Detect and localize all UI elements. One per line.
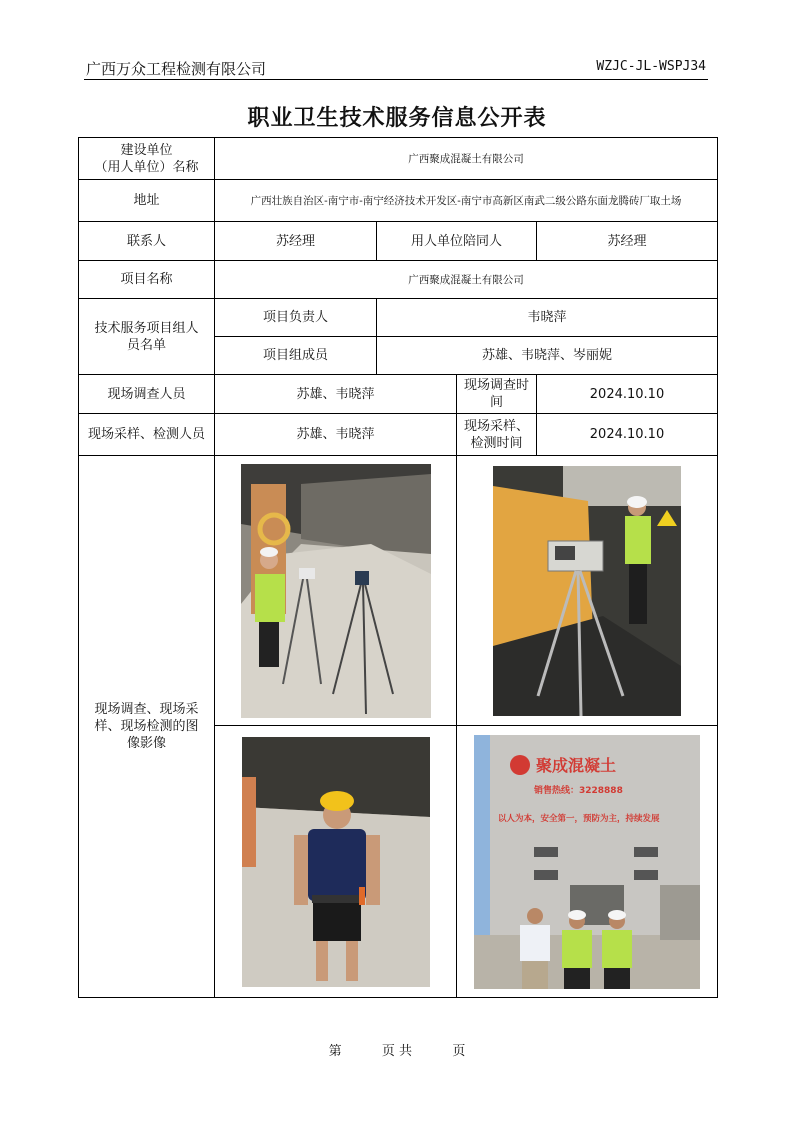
photo-cell-1 [215,456,457,726]
row-construction-unit [79,138,718,180]
row-team-leader [79,299,718,337]
team-label: 技术服务项目组人员名单 [79,299,215,375]
site-photo-1-image [241,464,431,718]
page-footer [0,1040,794,1059]
sign-hotline: 销售热线：3228888 [534,785,623,796]
header-divider [84,79,708,80]
row-contact [79,222,718,261]
company-header: 广西万众工程检测有限公司 [86,60,267,78]
footer-page: 第 [328,1044,342,1059]
photo-cell-4 [457,726,718,998]
site-photo-2 [493,466,681,716]
images-label: 现场调查、现场采样、现场检测的图像影像 [79,456,215,998]
row-sampling [79,414,718,456]
construction-unit-value: 广西聚成混凝土有限公司 [215,138,718,180]
photo-cell-2 [457,456,718,726]
site-photo-2-image [493,466,681,716]
sampling-label: 现场采样、检测人员 [79,414,215,456]
footer-page-mid: 页 共 [381,1044,413,1059]
sampling-time-value: 2024.10.10 [537,414,718,456]
contact-value: 苏经理 [215,222,377,261]
survey-time-label: 现场调查时间 [457,375,537,414]
photo-cell-3 [215,726,457,998]
sampling-time-label: 现场采样、检测时间 [457,414,537,456]
leader-value: 韦晓萍 [377,299,718,337]
row-images-1 [79,456,718,726]
leader-label: 项目负责人 [215,299,377,337]
members-value: 苏雄、韦晓萍、岑丽妮 [377,337,718,375]
row-survey [79,375,718,414]
sign-brand: 聚成混凝土 [536,755,617,775]
site-photo-4 [474,735,700,989]
project-name-label: 项目名称 [79,261,215,299]
construction-unit-label-line1: 建设单位 [120,142,173,158]
site-photo-1 [241,464,431,718]
address-value: 广西壮族自治区-南宁市-南宁经济技术开发区-南宁市高新区南武二级公路东面龙腾砖厂取土场 [215,180,718,222]
project-name-value: 广西聚成混凝土有限公司 [215,261,718,299]
accompany-label: 用人单位陪同人 [377,222,537,261]
row-address [79,180,718,222]
site-photo-4-image [474,735,700,989]
footer-page-end: 页 [452,1044,466,1059]
page-title: 职业卫生技术服务信息公开表 [247,106,547,131]
construction-unit-label [79,138,215,180]
survey-label: 现场调查人员 [79,375,215,414]
info-table [78,137,718,998]
document-code: WZJC-JL-WSPJ34 [596,59,706,74]
address-label: 地址 [79,180,215,222]
row-project-name [79,261,718,299]
contact-label: 联系人 [79,222,215,261]
site-photo-3-image [242,737,430,987]
site-photo-3 [242,737,430,987]
survey-value: 苏雄、韦晓萍 [215,375,457,414]
sampling-value: 苏雄、韦晓萍 [215,414,457,456]
sign-slogan: 以人为本，安全第一，预防为主，持续发展 [498,813,660,824]
members-label: 项目组成员 [215,337,377,375]
construction-unit-label-line2: （用人单位）名称 [94,159,199,175]
survey-time-value: 2024.10.10 [537,375,718,414]
accompany-value: 苏经理 [537,222,718,261]
